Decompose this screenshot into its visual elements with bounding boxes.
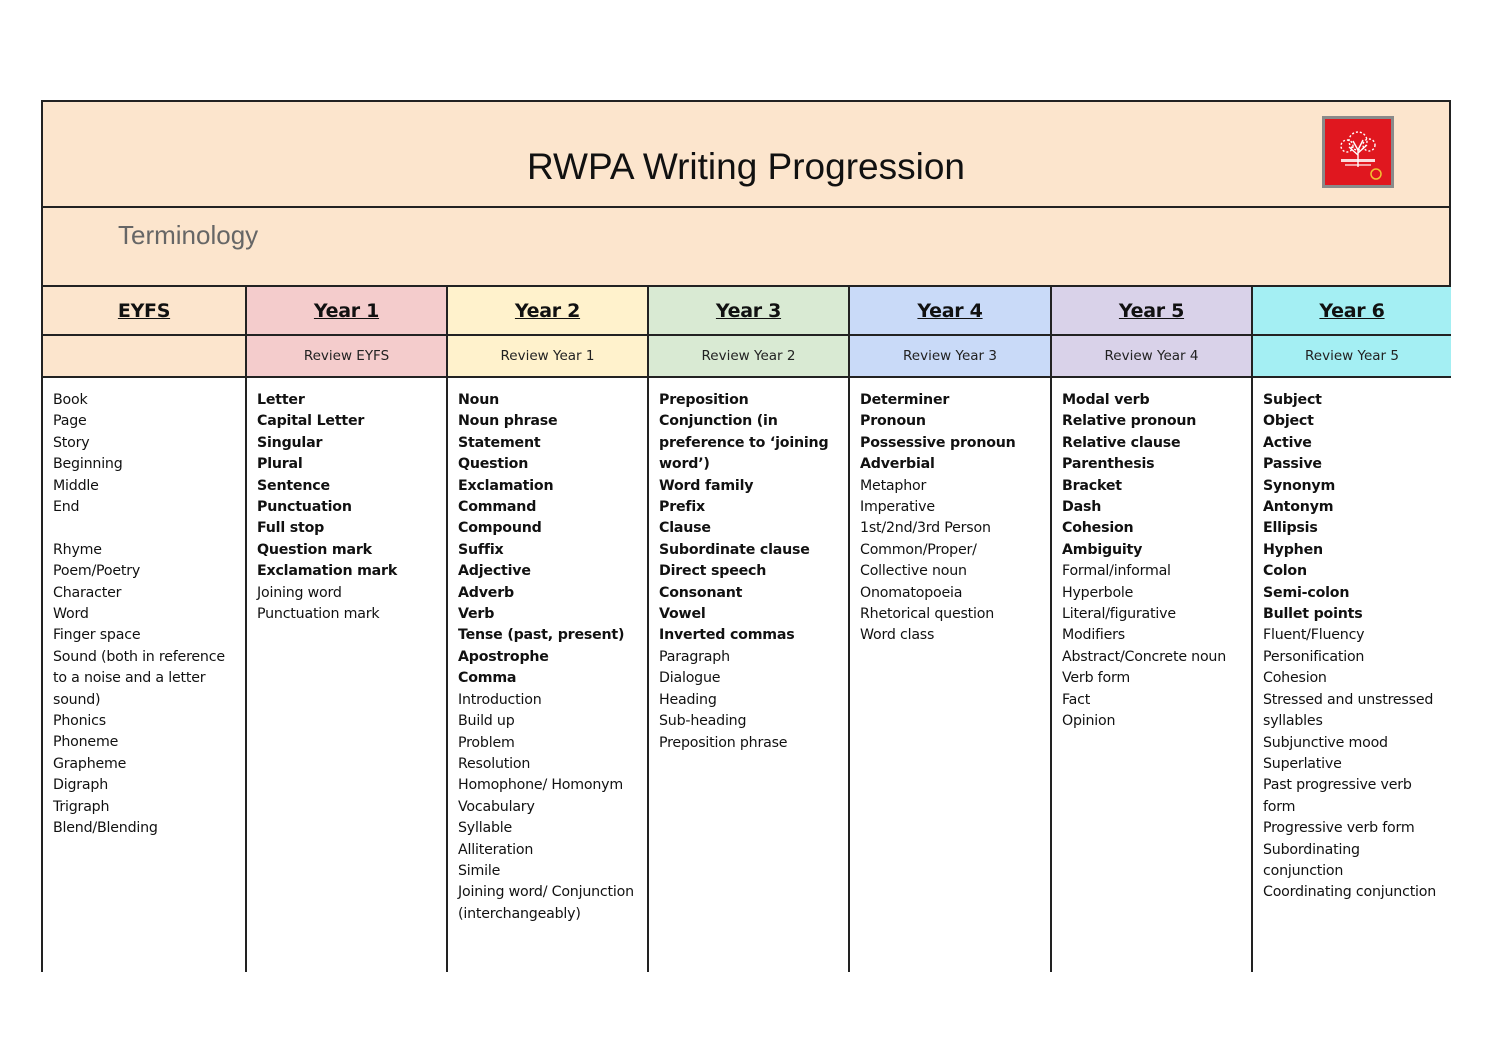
term: Phonics [53,713,106,730]
term: Heading [659,691,717,708]
term-list [649,378,848,972]
key-term: Tense (past, present) [458,627,625,644]
review-note: Review EYFS [247,336,446,378]
title-banner [43,102,1449,208]
term: Middle [53,477,99,494]
key-term: Adverbial [860,456,935,473]
term: Digraph [53,777,108,794]
term-list [850,378,1050,972]
term: Rhyme [53,541,102,558]
term: Word [53,606,89,623]
term-spacer [53,518,237,539]
key-term: Clause [659,520,711,537]
key-term: Prefix [659,499,706,516]
term: Progressive verb form [1263,820,1415,837]
term: Vocabulary [458,798,535,815]
key-term: Preposition [659,392,749,408]
term: Poem/Poetry [53,563,141,580]
term: Alliteration [458,841,534,858]
key-term: Adverb [458,584,514,601]
key-term: Subject [1263,392,1322,408]
term: Personification [1263,648,1365,665]
review-note: Review Year 1 [448,336,647,378]
term-list [247,378,446,972]
review-note: Review Year 5 [1253,336,1451,378]
key-term: Inverted commas [659,627,795,644]
key-term: Modal verb [1062,392,1150,408]
term: Blend/Blending [53,820,158,837]
term: Subordinating conjunction [1263,841,1360,879]
key-term: Active [1263,434,1312,451]
term: Build up [458,713,515,730]
column-heading: Year 5 [1052,287,1251,336]
term: End [53,499,80,516]
review-note: Review Year 2 [649,336,848,378]
key-term: Bullet points [1263,606,1363,623]
key-term: Apostrophe [458,648,549,665]
term: Grapheme [53,755,127,772]
key-term: Singular [257,434,323,451]
term: Paragraph [659,648,730,665]
term: Page [53,413,87,430]
term: Trigraph [53,798,110,815]
column-heading: Year 3 [649,287,848,336]
term: Subjunctive mood [1263,734,1388,751]
term: Preposition phrase [659,734,788,751]
term-list [1253,378,1451,972]
progression-document [41,100,1451,972]
key-term: Suffix [458,541,504,558]
section-subtitle: Terminology [118,220,259,250]
term: Formal/informal [1062,563,1171,580]
key-term: Ambiguity [1062,541,1143,558]
key-term: Letter [257,392,305,408]
term-list [43,378,245,972]
term: Homophone/ Homonym [458,777,623,794]
key-term: Relative pronoun [1062,413,1197,430]
term: Joining word [257,584,342,601]
column-year-4 [848,287,1050,972]
term: Past progressive verb form [1263,777,1412,815]
key-term: Verb [458,606,495,623]
key-term: Subordinate clause [659,541,810,558]
term: Beginning [53,456,123,473]
key-term: Word family [659,477,754,494]
column-heading: EYFS [43,287,245,336]
term: Dialogue [659,670,721,687]
term: Literal/figurative [1062,606,1176,623]
key-term: Conjunction (in preference to ‘joining word’) [659,413,829,473]
term: 1st/2nd/3rd Person [860,520,991,537]
key-term: Vowel [659,606,706,623]
key-term: Punctuation [257,499,352,516]
term: Resolution [458,755,531,772]
terminology-banner [43,208,1449,287]
column-heading: Year 4 [850,287,1050,336]
term-list [1052,378,1251,972]
key-term: Passive [1263,456,1322,473]
key-term: Synonym [1263,477,1336,494]
term: Syllable [458,820,513,837]
term: Imperative [860,499,935,516]
term: Joining word/ Conjunction (interchangeably) [458,884,634,922]
term: Problem [458,734,515,751]
key-term: Determiner [860,392,950,408]
key-term: Full stop [257,520,325,537]
term: Rhetorical question [860,606,995,623]
key-term: Exclamation mark [257,563,398,580]
term: Common/Proper/ Collective noun [860,541,977,580]
column-heading: Year 1 [247,287,446,336]
column-year-6 [1251,287,1451,972]
term-list [448,378,647,972]
term: Hyperbole [1062,584,1134,601]
term: Book [53,392,88,408]
key-term: Comma [458,670,517,687]
key-term: Cohesion [1062,520,1134,537]
key-term: Command [458,499,537,516]
tree-emblem-icon [1325,119,1391,185]
key-term: Plural [257,456,303,473]
column-heading: Year 2 [448,287,647,336]
term: Punctuation mark [257,606,380,623]
term: Fluent/Fluency [1263,627,1365,644]
term: Finger space [53,627,141,644]
school-logo [1322,116,1394,188]
term: Onomatopoeia [860,584,963,601]
term: Abstract/Concrete noun [1062,648,1227,665]
key-term: Noun [458,392,500,408]
review-note: Review Year 4 [1052,336,1251,378]
key-term: Dash [1062,499,1102,516]
column-eyfs [43,287,245,972]
term: Verb form [1062,670,1130,687]
term: Cohesion [1263,670,1327,687]
key-term: Adjective [458,563,531,580]
term: Sound (both in reference to a noise and a letter sound) [53,648,225,708]
term: Sub-heading [659,713,747,730]
key-term: Question mark [257,541,372,558]
key-term: Direct speech [659,563,767,580]
key-term: Possessive pronoun [860,434,1016,451]
term: Fact [1062,691,1091,708]
key-term: Statement [458,434,541,451]
column-heading: Year 6 [1253,287,1451,336]
key-term: Colon [1263,563,1307,580]
key-term: Object [1263,413,1314,430]
key-term: Capital Letter [257,413,365,430]
term: Word class [860,627,935,644]
key-term: Relative clause [1062,434,1181,451]
term: Phoneme [53,734,119,751]
term: Introduction [458,691,542,708]
key-term: Pronoun [860,413,926,430]
term: Story [53,434,90,451]
key-term: Sentence [257,477,330,494]
key-term: Exclamation [458,477,554,494]
key-term: Bracket [1062,477,1122,494]
document-title: RWPA Writing Progression [527,146,965,187]
term: Simile [458,862,501,879]
review-note [43,336,245,378]
key-term: Hyphen [1263,541,1323,558]
key-term: Semi-colon [1263,584,1350,601]
column-year-3 [647,287,848,972]
column-year-2 [446,287,647,972]
key-term: Compound [458,520,542,537]
term: Character [53,584,122,601]
key-term: Antonym [1263,499,1334,516]
term: Stressed and unstressed syllables [1263,691,1434,730]
term: Metaphor [860,477,927,494]
column-year-5 [1050,287,1251,972]
term: Modifiers [1062,627,1125,644]
key-term: Parenthesis [1062,456,1155,473]
review-note: Review Year 3 [850,336,1050,378]
key-term: Consonant [659,584,743,601]
key-term: Noun phrase [458,413,558,430]
column-year-1 [245,287,446,972]
key-term: Question [458,456,529,473]
key-term: Ellipsis [1263,520,1318,537]
term: Coordinating conjunction [1263,884,1437,901]
term: Opinion [1062,713,1116,730]
term: Superlative [1263,755,1342,772]
